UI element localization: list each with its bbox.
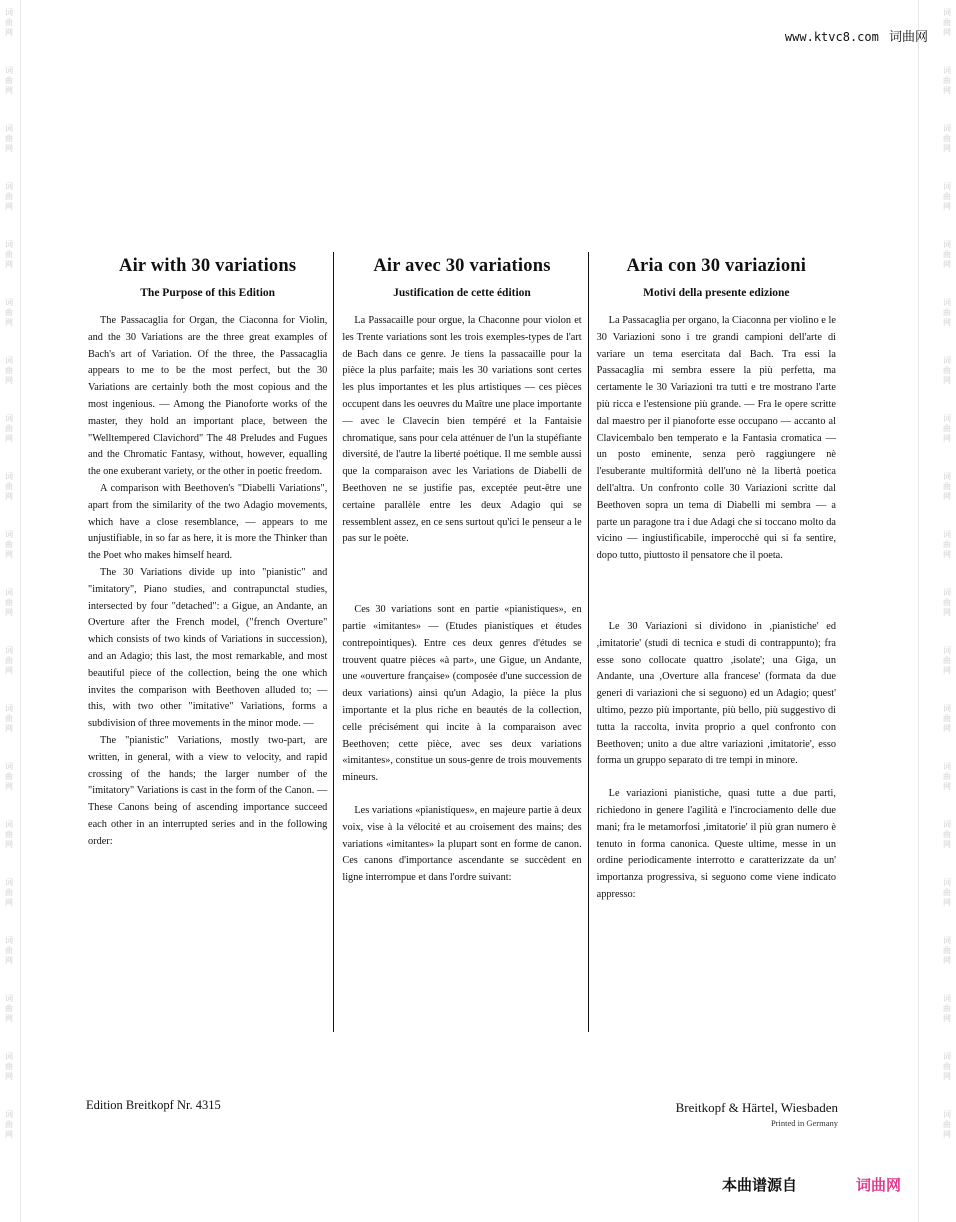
- source-label: 本曲谱源自: [722, 1176, 798, 1194]
- paragraph: The Passacaglia for Organ, the Ciaconna for Violin, and the 30 Variations are the three great examples of Bach's art of Variation. Of the three, the Passacaglia appears to me to be the most perfect, but the 30 Variations are certainly both the most copious and the most ingenious. — Among the Pianoforte works of the master, they hold an important place, between the "Welltempered Clavichord" The 48 Preludes and Fugues and the Chromatic Fantasy, without, however, equalling the one exuberant variety, or the other in poetic freedom.: [88, 315, 328, 478]
- side-watermark: 词曲网: [5, 356, 13, 385]
- site-watermark: [785, 26, 928, 45]
- side-watermark: 词曲网: [5, 936, 13, 965]
- side-watermark: 词曲网: [5, 588, 13, 617]
- paragraph-gap: [597, 770, 836, 786]
- printed-in: Printed in Germany: [770, 1118, 838, 1128]
- side-watermark: 词曲网: [5, 124, 13, 153]
- site-domain: www.ktvc8.com: [784, 30, 879, 44]
- side-watermark: 词曲网: [943, 1052, 951, 1081]
- side-watermark: 词曲网: [5, 182, 13, 211]
- left-watermark-strip: [2, 0, 16, 1222]
- column-french: [333, 252, 587, 1032]
- side-watermark: 词曲网: [5, 240, 13, 269]
- side-watermark: 词曲网: [943, 588, 951, 617]
- side-watermark: 词曲网: [5, 1052, 13, 1081]
- side-watermark: 词曲网: [943, 530, 951, 559]
- side-watermark: 词曲网: [943, 182, 951, 211]
- side-watermark: 词曲网: [943, 1110, 951, 1139]
- source-brand: 词曲网: [856, 1176, 902, 1194]
- paragraph: La Passacaille pour orgue, la Chaconne pour violon et les Trente variations sont les trois exemples-types de l'art de Bach dans ce genre. Je tiens la passacaille pour la pièce la plus parfaite; mais les 30 variations sont certes les plus importantes et les plus artistiques — ces pièces occupent dans les oeuvres du Maître une place importante — avec le Clavecin bien tempéré et la Fantaisie chromatique, sans pour cela atténuer de l'un la stupéfiante diversité, de l'autre la liberté poétique. Il me semble aussi que la comparaison avec les Variations de Diabelli de Beethoven ne se justifie pas, exceptée peut-être une certaine parallèle entre les deux Adagio qui se ressemblent assez, en ce sens surtout qu'ici le penseur a le pas sur le poète.: [342, 315, 582, 545]
- side-watermark: 词曲网: [943, 414, 951, 443]
- paragraph: Les variations «pianistiques», en majeure partie à deux voix, vise à la vélocité et au croisement des mains; des variations «imitantes» la plupart sont en forme de canon. Ces canons d'importance ascendante se succèdent en ligne interrompue et dans l'ordre suivant:: [342, 804, 582, 884]
- column-title: Air avec 30 variations: [373, 256, 551, 276]
- side-watermark: 词曲网: [943, 356, 951, 385]
- side-watermark: 词曲网: [5, 8, 13, 37]
- column-subtitle: Motivi della presente edizione: [643, 287, 790, 299]
- side-watermark: 词曲网: [943, 66, 951, 95]
- side-watermark: 词曲网: [5, 530, 13, 559]
- column-english: [82, 252, 333, 1032]
- side-watermark: 词曲网: [943, 762, 951, 791]
- edition-number: Edition Breitkopf Nr. 4315: [86, 1098, 221, 1112]
- side-watermark: 词曲网: [5, 414, 13, 443]
- paragraph: Le variazioni pianistiche, quasi tutte a due parti, richiedono in genere l'agilità e l'incrociamento delle due mani; fra le metamorfosi ,imitatorie' il più gran numero è tenuto in forma canonica. Queste ultime, messe in un ordine periodicamente interrotto e caratterizzate da un' importanza progressiva, si seguono come viene indicato appresso:: [596, 788, 836, 900]
- side-watermark: 词曲网: [5, 994, 13, 1023]
- publisher-block: [676, 1100, 838, 1128]
- side-watermark: 词曲网: [5, 1110, 13, 1139]
- side-watermark: 词曲网: [943, 8, 951, 37]
- side-watermark: 词曲网: [5, 298, 13, 327]
- margin-rule: [20, 0, 21, 1222]
- preface-columns: [82, 252, 842, 1032]
- site-brand: 词曲网: [888, 30, 928, 45]
- side-watermark: 词曲网: [5, 472, 13, 501]
- side-watermark: 词曲网: [943, 878, 951, 907]
- column-subtitle: The Purpose of this Edition: [140, 287, 276, 299]
- side-watermark: 词曲网: [943, 994, 951, 1023]
- publisher-name: Breitkopf & Härtel, Wiesbaden: [675, 1100, 838, 1115]
- paragraph: Le 30 Variazioni si dividono in ,pianistiche' ed ,imitatorie' (studi di tecnica e studi di contrappunto); fra esse sono collocate quattro ,isolate'; una Giga, un Andante, una ,Overture alla francese' (formata da due generi di variazioni che si seguono) ed un Adagio; quest' ultimo, pezzo più importante, più bello, più suggestivo di tutta la raccolta, invita proprio a quel confronto con Beethoven; unito a due altre variazioni ,imitatorie', esso forma un gruppo separato di tre tempi in minore.: [596, 620, 836, 767]
- paragraph: The 30 Variations divide up into "pianistic" and "imitatory", Piano studies, and contrapunctal studies, intersected by four "detached": a Gigue, an Andante, an Overture after the French model, ("french Overture" which consists of two kinds of Variations in succession), and an Adagio; this last, the most remarkable, and most beautiful piece of the collection, being the one which invites the comparison with Beethoven alluded to; — this, with two other "imitative" Variations, forms a subdivision of three movements in the minor mode. —: [88, 566, 328, 730]
- paragraph: Ces 30 variations sont en partie «pianistiques», en partie «imitantes» — (Etudes pianistiques et études contrepointiques). Entre ces deux genres d'études se trouvent quatre pièces «à part», une Gigue, un Andante, une «ouverture française» (composée d'une succession de deux variations) ainsi qu'un Adagio, la pièce la plus importante et la plus riche en beautés de la collection, celle précisément qui incite à la comparaison avec Beethoven; cette pièce, avec ses deux variations «imitantes», constitue un sous-genre de trois mouvements mineurs.: [342, 604, 582, 784]
- side-watermark: 词曲网: [943, 124, 951, 153]
- side-watermark: 词曲网: [5, 878, 13, 907]
- column-subtitle: Justification de cette édition: [393, 287, 531, 299]
- side-watermark: 词曲网: [5, 762, 13, 791]
- paragraph-gap: [342, 548, 581, 602]
- paragraph-gap: [597, 565, 836, 619]
- right-watermark-strip: [940, 0, 954, 1222]
- paragraph: The "pianistic" Variations, mostly two-part, are written, in general, with a view to velocity, and rapid crossing of the hands; the larger number of the "imitatory" Variations is cast in the form of the Canon. — These Canons being of ascending importance succeed each other in an interrupted series and in the following order:: [88, 734, 328, 847]
- paragraph-gap: [342, 787, 581, 803]
- paragraph: La Passacaglia per organo, la Ciaconna per violino e le 30 Variazioni sono i tre grandi campioni dell'arte di variare un tema esercitata dal Bach. Tra essi la Passacaglia mi sembra essere la più perfetta, ma certamente le 30 Variazioni tra tutti e tre mostrano l'arte più ricca e l'estensione più grande. — Fra le opere scritte dal maestro per il pianoforte esse occupano — accanto al Clavicembalo ben temperato e la Fantasia cromatica — un posto eminente, senza però raggiungere nè l'esuberante multiformità dell'uno nè la libertà poetica dell'altra. Un confronto colle 30 Variazioni scritte dal Beethoven sopra un tema di Diabelli mi sembra — a parte un paragone tra i due Adagi che si toccano molto da vicino — ingiustificabile, imperocchè qui si fa sentire, dopo tutto, piuttosto il pensatore che il poeta.: [596, 315, 836, 562]
- side-watermark: 词曲网: [5, 66, 13, 95]
- side-watermark: 词曲网: [943, 646, 951, 675]
- side-watermark: 词曲网: [5, 704, 13, 733]
- side-watermark: 词曲网: [943, 472, 951, 501]
- side-watermark: 词曲网: [943, 298, 951, 327]
- column-italian: [588, 252, 842, 1032]
- side-watermark: 词曲网: [943, 240, 951, 269]
- column-title: Aria con 30 variazioni: [626, 256, 807, 276]
- side-watermark: 词曲网: [943, 820, 951, 849]
- side-watermark: 词曲网: [943, 936, 951, 965]
- side-watermark: 词曲网: [943, 704, 951, 733]
- paragraph: A comparison with Beethoven's "Diabelli Variations", apart from the similarity of the two Adagio movements, which have a close resemblance, — appears to me unjustifiable, in so far as here, it is more the Thinker than the Poet who makes himself heard.: [88, 482, 328, 562]
- side-watermark: 词曲网: [5, 820, 13, 849]
- side-watermark: 词曲网: [5, 646, 13, 675]
- margin-rule: [918, 0, 919, 1222]
- column-title: Air with 30 variations: [119, 256, 297, 276]
